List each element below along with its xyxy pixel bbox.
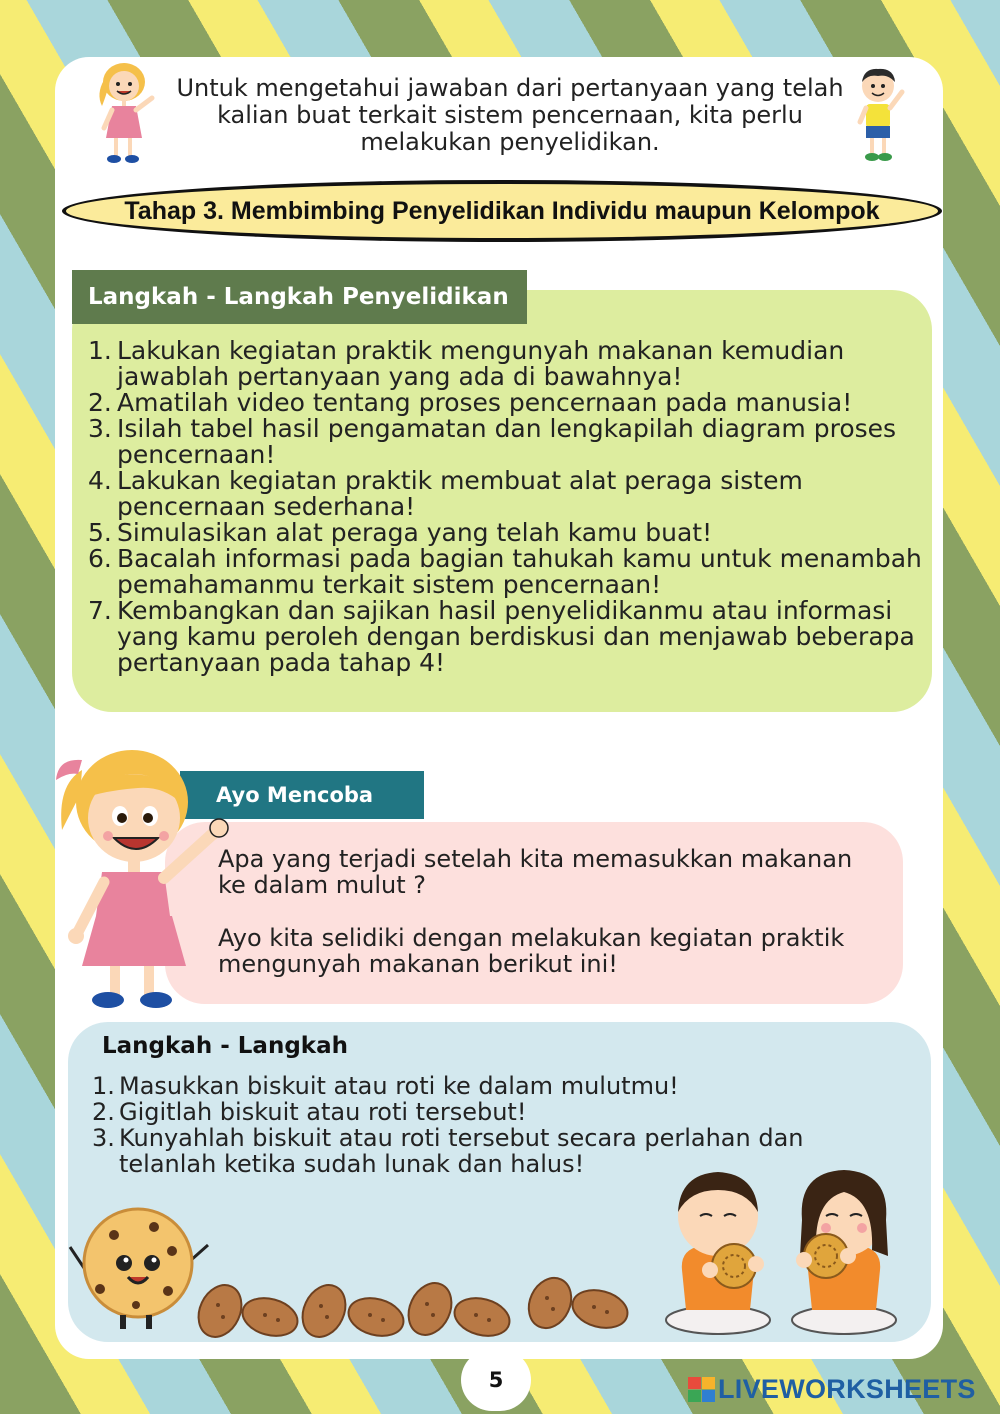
investigation-steps-list	[88, 338, 928, 676]
list-item	[88, 598, 928, 676]
list-text: telanlah ketika sudah lunak dan halus!	[119, 1150, 585, 1178]
intro-line: melakukan penyelidikan.	[360, 128, 660, 156]
list-number: 3.	[92, 1124, 115, 1152]
question-line: ke dalam mulut ?	[218, 871, 427, 899]
list-number: 1.	[92, 1072, 115, 1100]
invite-line: Ayo kita selidiki dengan melakukan kegiatan praktik	[218, 924, 845, 952]
list-number: 5.	[88, 518, 112, 547]
almond-cookie-icon	[521, 1271, 579, 1335]
liveworksheets-logo-icon	[688, 1377, 715, 1402]
list-text: pertanyaan pada tahap 4!	[117, 648, 446, 677]
almond-cookie-icon	[400, 1276, 459, 1342]
list-item	[92, 1099, 852, 1125]
boy-waving-icon	[852, 64, 912, 164]
list-number: 2.	[92, 1098, 115, 1126]
almond-cookie-icon	[238, 1292, 301, 1341]
list-text: pencernaan!	[117, 440, 276, 469]
list-number: 4.	[88, 466, 112, 495]
list-item	[88, 390, 928, 416]
list-item	[88, 546, 928, 598]
page-number: 5	[461, 1349, 531, 1411]
chewing-steps-heading: Langkah - Langkah	[102, 1033, 348, 1059]
children-eating-icon	[660, 1160, 900, 1340]
intro-line: Untuk mengetahui jawaban dari pertanyaan yang telah	[176, 74, 844, 102]
almond-cookie-icon	[344, 1292, 407, 1341]
stage-title-banner	[62, 180, 942, 242]
list-text: Lakukan kegiatan praktik membuat alat peraga sistem	[117, 466, 803, 495]
list-item	[88, 520, 928, 546]
intro-text	[160, 75, 860, 156]
list-text: Isilah tabel hasil pengamatan dan lengkapilah diagram proses	[117, 414, 897, 443]
investigation-heading: Langkah - Langkah Penyelidikan	[72, 270, 527, 324]
intro-line: kalian buat terkait sistem pencernaan, kita perlu	[217, 101, 803, 129]
almond-cookie-icon	[190, 1278, 249, 1344]
list-text: Kunyahlah biskuit atau roti tersebut secara perlahan dan	[119, 1124, 804, 1152]
almond-cookie-icon	[568, 1284, 631, 1333]
list-number: 3.	[88, 414, 112, 443]
list-item	[92, 1073, 852, 1099]
girl-waving-icon	[92, 60, 164, 165]
list-number: 2.	[88, 388, 112, 417]
list-text: Simulasikan alat peraga yang telah kamu buat!	[117, 518, 713, 547]
list-text: Gigitlah biskuit atau roti tersebut!	[119, 1098, 527, 1126]
list-text: pemahamanmu terkait sistem pencernaan!	[117, 570, 662, 599]
list-item	[88, 338, 928, 390]
invite-line: mengunyah makanan berikut ini!	[218, 950, 618, 978]
list-text: pencernaan sederhana!	[117, 492, 416, 521]
almond-cookie-icon	[294, 1278, 353, 1344]
girl-pointing-icon	[52, 740, 232, 1012]
try-it-text	[218, 846, 888, 977]
list-text: Amatilah video tentang proses pencernaan pada manusia!	[117, 388, 853, 417]
try-it-heading: Ayo Mencoba	[180, 771, 424, 819]
liveworksheets-brand	[688, 1374, 976, 1404]
list-text: Masukkan biskuit atau roti ke dalam mulutmu!	[119, 1072, 679, 1100]
list-text: Kembangkan dan sajikan hasil penyelidikanmu atau informasi	[117, 596, 893, 625]
brand-text: LIVEWORKSHEETS	[718, 1373, 976, 1404]
list-item	[88, 468, 928, 520]
list-text: yang kamu peroleh dengan berdiskusi dan menjawab beberapa	[117, 622, 915, 651]
almond-cookies-row	[190, 1275, 640, 1345]
list-item	[88, 416, 928, 468]
list-text: Bacalah informasi pada bagian tahukah kamu untuk menambah	[117, 544, 922, 573]
list-text: jawablah pertanyaan yang ada di bawahnya!	[117, 362, 683, 391]
stage-title: Tahap 3. Membimbing Penyelidikan Individu maupun Kelompok	[124, 196, 880, 225]
list-text: Lakukan kegiatan praktik mengunyah makanan kemudian	[117, 336, 845, 365]
list-number: 7.	[88, 596, 112, 625]
almond-cookie-icon	[450, 1292, 513, 1341]
list-number: 1.	[88, 336, 112, 365]
question-line: Apa yang terjadi setelah kita memasukkan makanan	[218, 845, 853, 873]
list-number: 6.	[88, 544, 112, 573]
